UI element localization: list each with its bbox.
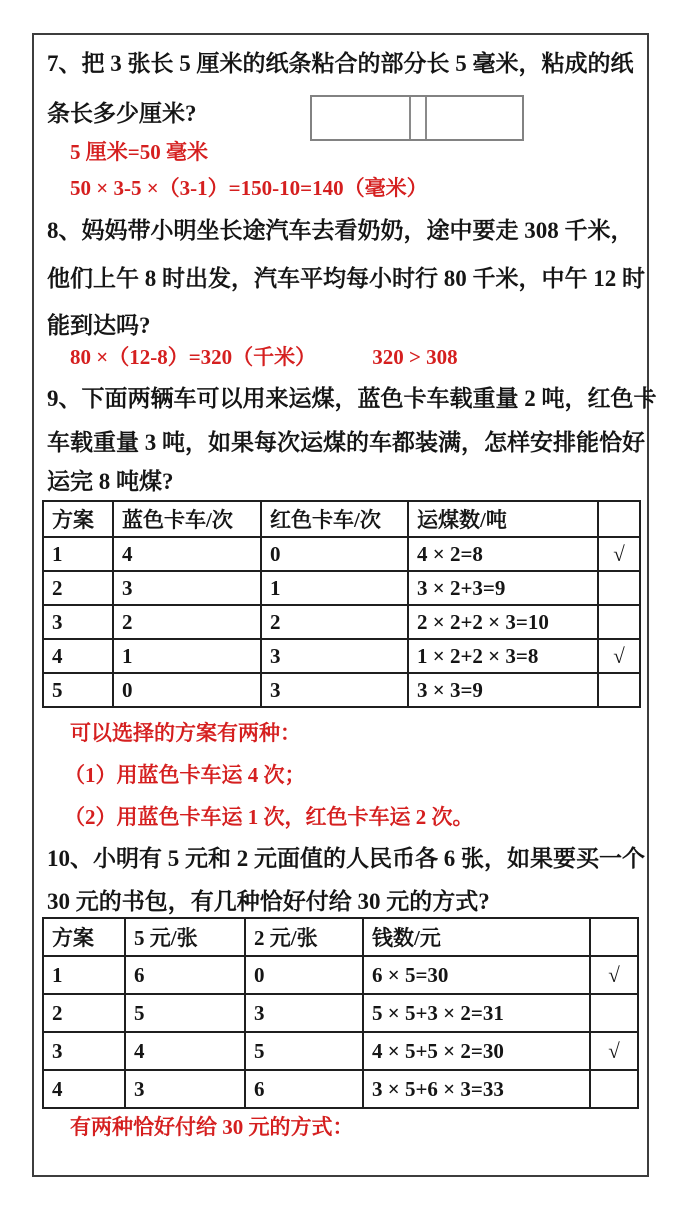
cell-red-trips: 2 xyxy=(261,605,408,639)
table-row xyxy=(43,1070,638,1108)
table-row xyxy=(43,639,640,673)
cell-equation: 5 × 5+3 × 2=31 xyxy=(363,994,590,1032)
cell-five-yuan: 6 xyxy=(125,956,245,994)
cell-equation: 4 × 5+5 × 2=30 xyxy=(363,1032,590,1070)
q8-answer-equation: 80 ×（12-8）=320（千米） xyxy=(70,345,317,369)
header-cell: 方案 xyxy=(43,501,113,537)
q8-line1: 8、妈妈带小明坐长途汽车去看奶奶，途中要走 308 千米， xyxy=(47,218,634,243)
cell-plan: 2 xyxy=(43,994,125,1032)
cell-plan: 3 xyxy=(43,1032,125,1070)
header-cell: 方案 xyxy=(43,918,125,956)
cell-plan: 1 xyxy=(43,956,125,994)
cell-five-yuan: 5 xyxy=(125,994,245,1032)
cell-blue-trips: 0 xyxy=(113,673,261,707)
cell-equation: 6 × 5=30 xyxy=(363,956,590,994)
paper-strips-diagram xyxy=(310,95,524,141)
table-row xyxy=(43,956,638,994)
cell-plan: 3 xyxy=(43,605,113,639)
worksheet-page xyxy=(32,33,657,1177)
q9-line1: 9、下面两辆车可以用来运煤，蓝色卡车载重量 2 吨，红色卡 xyxy=(47,386,657,411)
checkmark-cell xyxy=(598,673,640,707)
money-plan-table xyxy=(42,917,639,1109)
cell-blue-trips: 2 xyxy=(113,605,261,639)
cell-plan: 4 xyxy=(43,639,113,673)
q10-line1: 10、小明有 5 元和 2 元面值的人民币各 6 张，如果要买一个 xyxy=(47,846,645,871)
cell-two-yuan: 0 xyxy=(245,956,363,994)
checkmark-cell: √ xyxy=(598,537,640,571)
q9-answer-line3: （2）用蓝色卡车运 1 次，红色卡车运 2 次。 xyxy=(64,805,474,829)
header-cell: 钱数/元 xyxy=(363,918,590,956)
cell-equation: 3 × 3=9 xyxy=(408,673,598,707)
cell-five-yuan: 3 xyxy=(125,1070,245,1108)
header-cell xyxy=(590,918,638,956)
q7-answer-line2: 50 × 3-5 ×（3-1）=150-10=140（毫米） xyxy=(70,176,428,200)
q8-line2: 他们上午 8 时出发，汽车平均每小时行 80 千米，中午 12 时 xyxy=(47,266,645,291)
cell-five-yuan: 4 xyxy=(125,1032,245,1070)
q8-answer-comparison: 320 > 308 xyxy=(372,345,458,369)
strip-overlap-line-right xyxy=(425,97,427,139)
coal-plan-table xyxy=(42,500,641,708)
q9-line2: 车载重量 3 吨，如果每次运煤的车都装满，怎样安排能恰好 xyxy=(47,430,645,455)
cell-equation: 4 × 2=8 xyxy=(408,537,598,571)
table-row xyxy=(43,1032,638,1070)
q9-answer-line1: 可以选择的方案有两种： xyxy=(70,721,301,745)
checkmark-cell xyxy=(590,1070,638,1108)
cell-equation: 2 × 2+2 × 3=10 xyxy=(408,605,598,639)
cell-plan: 5 xyxy=(43,673,113,707)
table-row xyxy=(43,673,640,707)
cell-blue-trips: 4 xyxy=(113,537,261,571)
cell-red-trips: 1 xyxy=(261,571,408,605)
strip-overlap-line-left xyxy=(409,97,411,139)
cell-equation: 3 × 5+6 × 3=33 xyxy=(363,1070,590,1108)
checkmark-cell xyxy=(598,605,640,639)
cell-plan: 2 xyxy=(43,571,113,605)
cell-plan: 1 xyxy=(43,537,113,571)
q7-line2: 条长多少厘米? xyxy=(47,101,197,126)
table-header-row xyxy=(43,918,638,956)
header-cell: 5 元/张 xyxy=(125,918,245,956)
cell-red-trips: 3 xyxy=(261,673,408,707)
checkmark-cell xyxy=(590,994,638,1032)
cell-blue-trips: 1 xyxy=(113,639,261,673)
cell-blue-trips: 3 xyxy=(113,571,261,605)
q8-line3: 能到达吗? xyxy=(47,313,151,338)
q7-line1: 7、把 3 张长 5 厘米的纸条粘合的部分长 5 毫米，粘成的纸 xyxy=(47,51,634,76)
q9-answer-line2: （1）用蓝色卡车运 4 次； xyxy=(64,763,306,787)
cell-equation: 3 × 2+3=9 xyxy=(408,571,598,605)
header-cell: 运煤数/吨 xyxy=(408,501,598,537)
table-row xyxy=(43,605,640,639)
checkmark-cell xyxy=(598,571,640,605)
q7-answer-line1: 5 厘米=50 毫米 xyxy=(70,140,208,164)
checkmark-cell: √ xyxy=(590,1032,638,1070)
table-row xyxy=(43,571,640,605)
cell-two-yuan: 5 xyxy=(245,1032,363,1070)
header-cell xyxy=(598,501,640,537)
cell-two-yuan: 6 xyxy=(245,1070,363,1108)
q9-line3: 运完 8 吨煤? xyxy=(47,469,174,494)
q8-answer-line xyxy=(70,344,458,371)
cell-plan: 4 xyxy=(43,1070,125,1108)
table-row xyxy=(43,537,640,571)
cell-two-yuan: 3 xyxy=(245,994,363,1032)
header-cell: 蓝色卡车/次 xyxy=(113,501,261,537)
header-cell: 红色卡车/次 xyxy=(261,501,408,537)
q10-line2: 30 元的书包，有几种恰好付给 30 元的方式? xyxy=(47,889,490,914)
q10-answer-line1: 有两种恰好付给 30 元的方式： xyxy=(70,1115,354,1139)
header-cell: 2 元/张 xyxy=(245,918,363,956)
cell-equation: 1 × 2+2 × 3=8 xyxy=(408,639,598,673)
checkmark-cell: √ xyxy=(590,956,638,994)
table-row xyxy=(43,994,638,1032)
checkmark-cell: √ xyxy=(598,639,640,673)
cell-red-trips: 0 xyxy=(261,537,408,571)
table-header-row xyxy=(43,501,640,537)
cell-red-trips: 3 xyxy=(261,639,408,673)
